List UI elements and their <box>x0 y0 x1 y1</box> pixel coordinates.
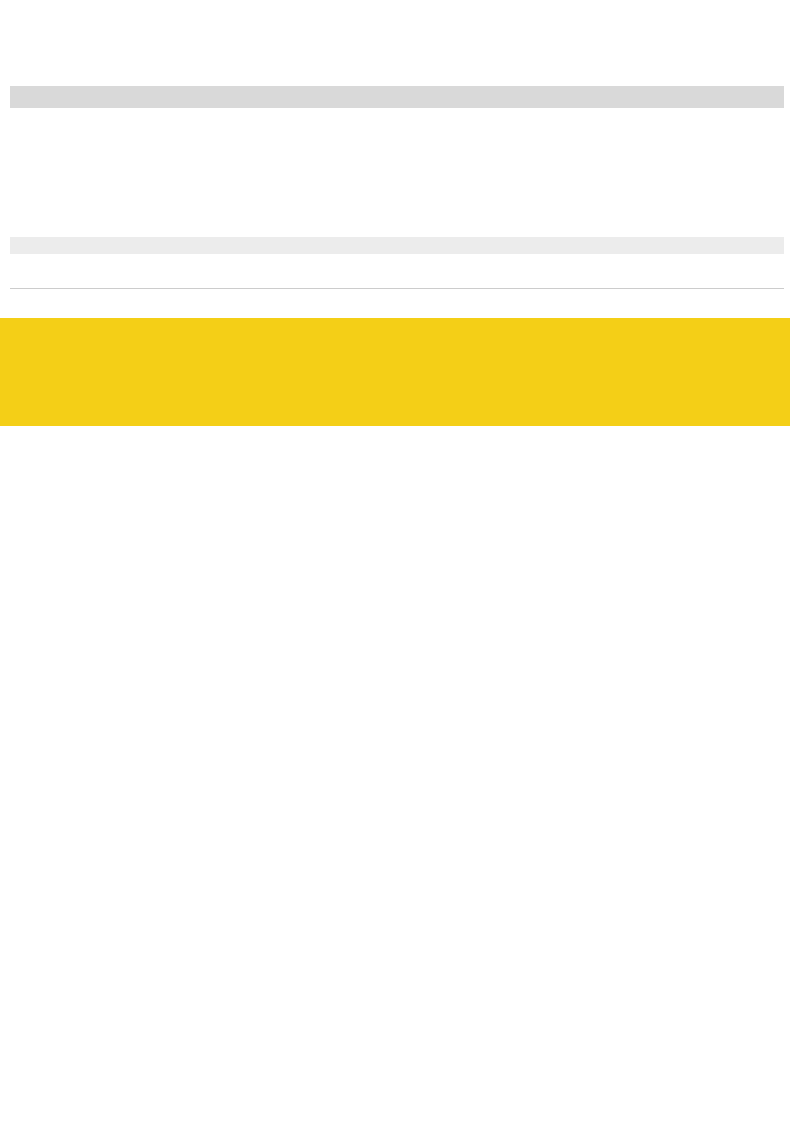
env-section-header <box>10 86 784 108</box>
divider <box>10 288 784 289</box>
order-info-banner <box>0 318 790 426</box>
env-blank-bar <box>10 237 784 254</box>
